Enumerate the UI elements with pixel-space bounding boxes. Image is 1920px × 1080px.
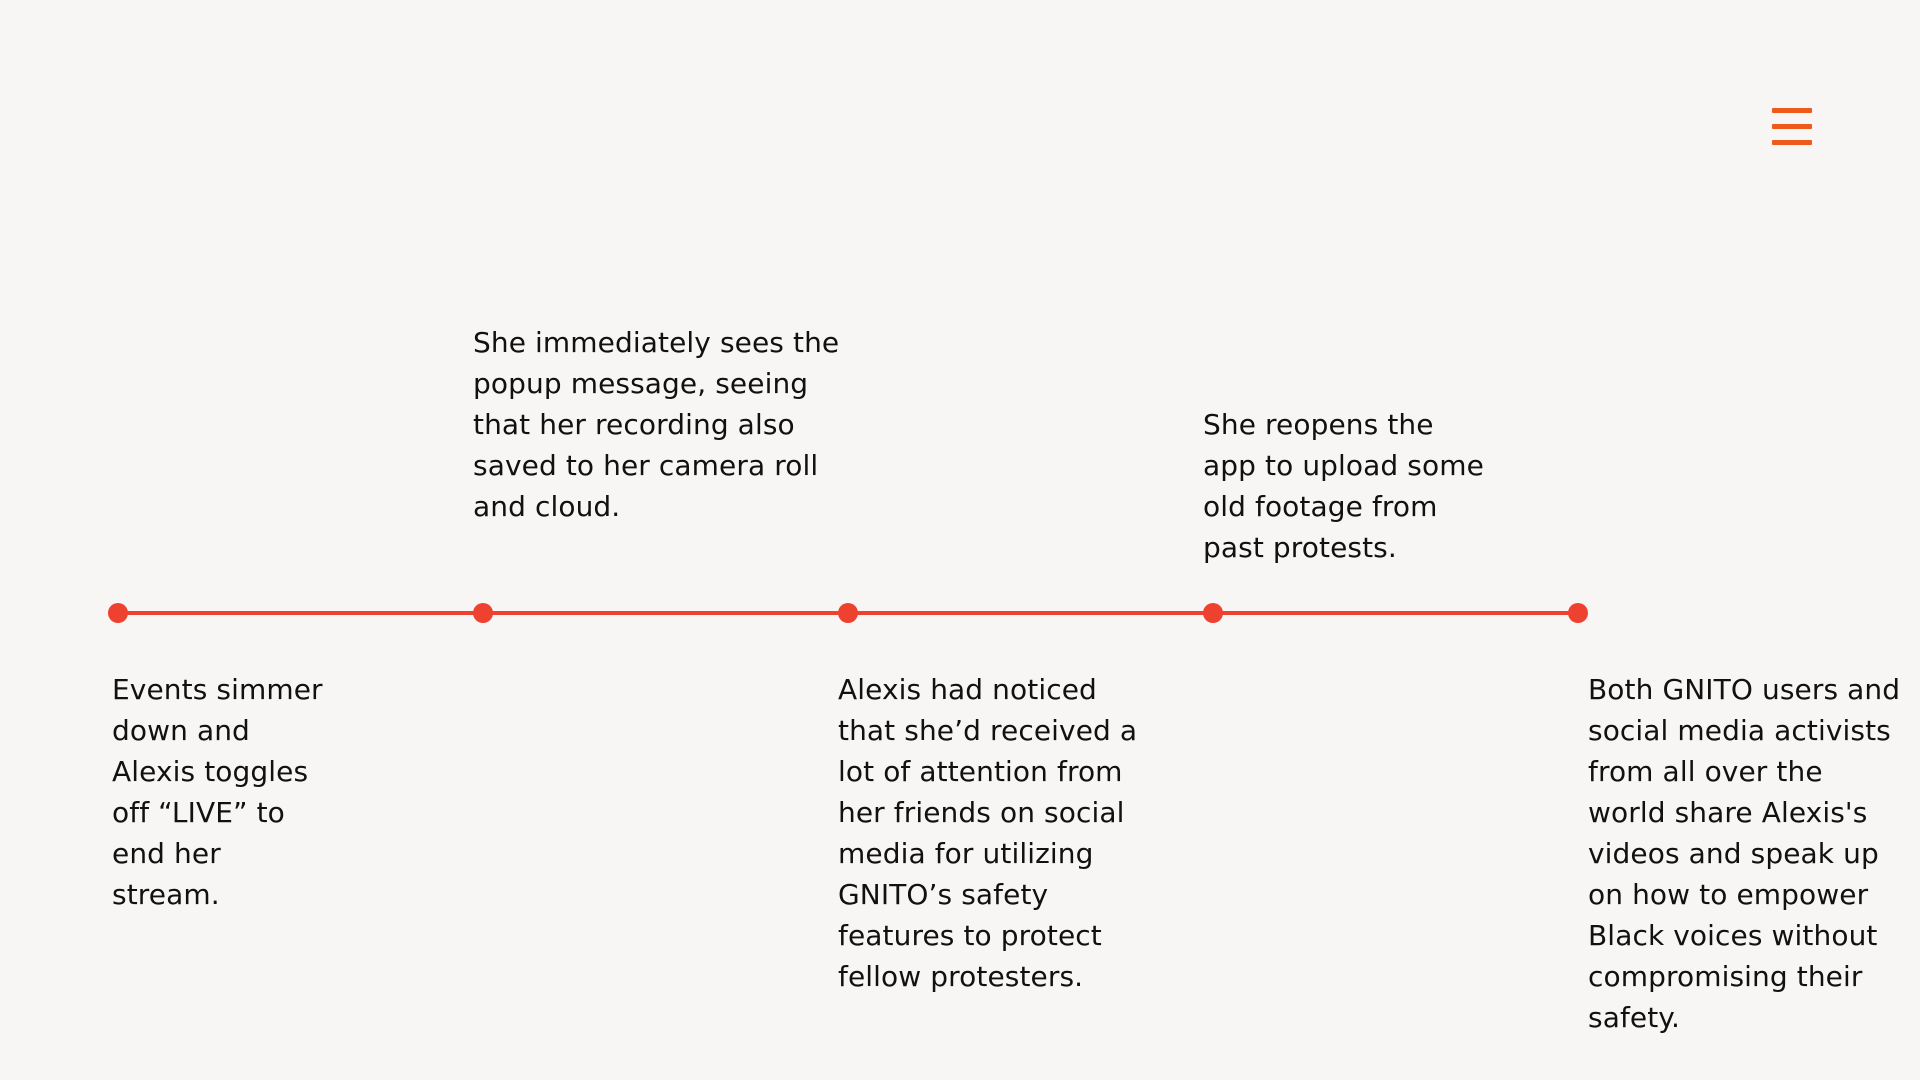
text-line: down and xyxy=(112,714,250,747)
text-line: end her xyxy=(112,837,221,870)
text-line: Black voices without xyxy=(1588,919,1878,952)
text-line: that she’d received a xyxy=(838,714,1138,747)
text-line: from all over the xyxy=(1588,755,1823,788)
text-line: media for utilizing xyxy=(838,837,1094,870)
text-line: her friends on social xyxy=(838,796,1125,829)
timeline-event-5-text xyxy=(1588,669,1900,1038)
text-line: videos and speak up xyxy=(1588,837,1879,870)
text-line: social media activists xyxy=(1588,714,1891,747)
text-line: Events simmer xyxy=(112,673,323,706)
timeline-node-2 xyxy=(473,603,493,623)
text-line: Alexis toggles xyxy=(112,755,309,788)
text-line: GNITO’s safety xyxy=(838,878,1049,911)
text-line: Both GNITO users and xyxy=(1588,673,1901,706)
text-line: stream. xyxy=(112,878,220,911)
text-line: features to protect xyxy=(838,919,1102,952)
text-line: Alexis had noticed xyxy=(838,673,1097,706)
text-line: old footage from xyxy=(1203,490,1438,523)
text-line: and cloud. xyxy=(473,490,621,523)
timeline-node-5 xyxy=(1568,603,1588,623)
timeline-event-1-text xyxy=(112,669,323,915)
timeline-event-4-text xyxy=(1203,404,1484,568)
text-line: compromising their xyxy=(1588,960,1863,993)
timeline-node-4 xyxy=(1203,603,1223,623)
text-line: She reopens the xyxy=(1203,408,1434,441)
timeline-node-3 xyxy=(838,603,858,623)
text-line: safety. xyxy=(1588,1001,1680,1034)
timeline-node-1 xyxy=(108,603,128,623)
text-line: on how to empower xyxy=(1588,878,1869,911)
text-line: past protests. xyxy=(1203,531,1397,564)
text-line: lot of attention from xyxy=(838,755,1123,788)
text-line: off “LIVE” to xyxy=(112,796,285,829)
text-line: app to upload some xyxy=(1203,449,1484,482)
timeline-event-3-text xyxy=(838,669,1137,997)
timeline-event-2-text xyxy=(473,322,839,527)
text-line: popup message, seeing xyxy=(473,367,809,400)
text-line: fellow protesters. xyxy=(838,960,1084,993)
text-line: saved to her camera roll xyxy=(473,449,819,482)
text-line: She immediately sees the xyxy=(473,326,840,359)
text-line: that her recording also xyxy=(473,408,795,441)
text-line: world share Alexis's xyxy=(1588,796,1868,829)
